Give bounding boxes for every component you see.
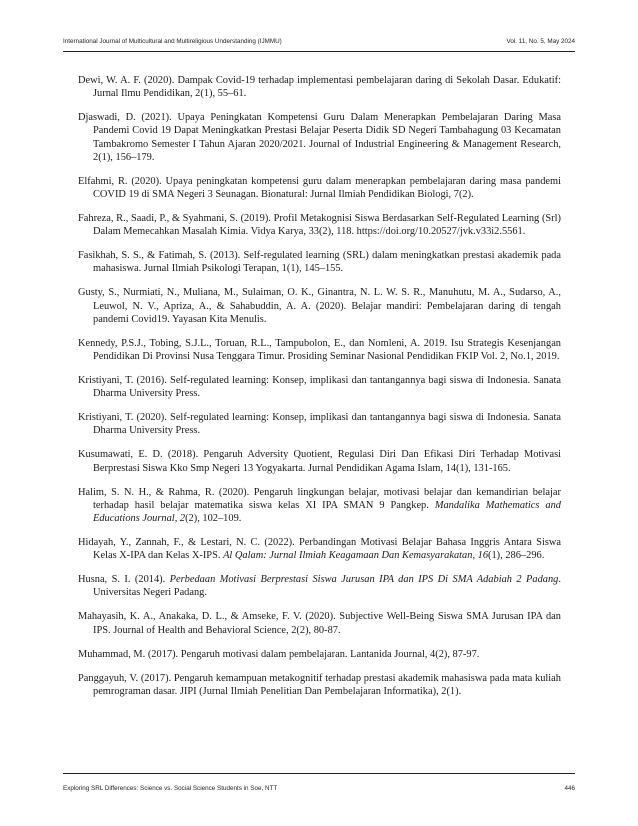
- reference-entry: [78, 374, 561, 400]
- reference-entry: [78, 672, 561, 698]
- reference-text: Kusumawati, E. D. (2018). Pengaruh Adversity Quotient, Regulasi Diri Dan Efikasi Diri Terhadap Motivasi Berprestasi Siswa Kko Smp Negeri 13 Yogyakarta. Jurnal Pendidikan Agama Islam, 14(1), 131-165.: [78, 449, 561, 474]
- reference-entry: [78, 74, 561, 100]
- reference-list: [78, 74, 561, 709]
- reference-entry: [78, 111, 561, 164]
- reference-entry: [78, 448, 561, 474]
- reference-text: Halim, S. N. H., & Rahma, R. (2020). Pengaruh lingkungan belajar, motivasi belajar dan kemandirian belajar terhadap hasil belajar matematika siswa kelas XI IPA SMAN 9 Pangkep.: [78, 486, 561, 511]
- reference-text: Dewi, W. A. F. (2020). Dampak Covid-19 terhadap implementasi pembelajaran daring di Sekolah Dasar. Edukatif: Jurnal Ilmu Pendidikan, 2(1), 55–61.: [78, 75, 561, 100]
- page-number: 446: [564, 785, 575, 792]
- reference-entry: [78, 573, 561, 599]
- reference-text: Hidayah, Y., Zannah, F., & Lestari, N. C. (2022). Perbandingan Motivasi Belajar Bahasa Inggris Antara Siswa Kelas X-IPA dan Kelas X-IPS.: [78, 537, 561, 562]
- reference-entry: [78, 411, 561, 437]
- issue-info: Vol. 11, No. 5, May 2024: [506, 38, 575, 45]
- reference-entry: [78, 486, 561, 526]
- reference-entry: [78, 536, 561, 562]
- reference-text: Elfahmi, R. (2020). Upaya peningkatan kompetensi guru dalam menerapkan pembelajaran daring masa pandemi COVID 19 di SMA Negeri 3 Seunagan. Bionatural: Jurnal Ilmiah Pendidikan Biologi, 7(2).: [78, 175, 561, 201]
- reference-text: Panggayuh, V. (2017). Pengaruh kemampuan metakognitif terhadap prestasi akademik mahasiswa pada mata kuliah pemrograman dasar. JIPI (Jurnal Ilmiah Penelitian Dan Pembelajaran Informatika), 2(1).: [78, 672, 561, 697]
- reference-text: ,: [472, 550, 478, 562]
- reference-italic-text: Al Qalam: Jurnal Ilmiah Keagamaan Dan Kemasyarakatan: [223, 550, 473, 562]
- reference-entry: [78, 249, 561, 275]
- reference-italic-text: Perbedaan Motivasi Berprestasi Siswa Jurusan IPA dan IPS Di SMA Adabiah 2 Padang: [169, 574, 559, 586]
- running-footer: [63, 785, 575, 792]
- header-divider: [63, 51, 575, 52]
- reference-entry: [78, 610, 561, 636]
- reference-text: Kristiyani, T. (2020). Self-regulated learning: Konsep, implikasi dan tantangannya bagi siswa di Indonesia. Sanata Dharma University Press.: [78, 412, 561, 437]
- reference-entry: [78, 337, 561, 363]
- reference-text: (2), 102–109.: [185, 513, 242, 525]
- reference-text: Fahreza, R., Saadi, P., & Syahmani, S. (2019). Profil Metakognisi Siswa Berdasarkan Self-Regulated Learning (Srl) Dalam Memecahkan Masalah Kimia. Vidya Karya, 33(2), 118. https://doi.org/10.20527/jvk.v33i2.5561.: [78, 213, 561, 238]
- reference-entry: [78, 212, 561, 238]
- reference-italic-text: Mandalika Mathematics and Educations Journal: [93, 499, 561, 525]
- reference-entry: [78, 286, 561, 326]
- journal-name: International Journal of Multicultural and Multireligious Understanding (IJMMU): [63, 38, 282, 45]
- reference-text: Fasikhah, S. S., & Fatimah, S. (2013). Self-regulated learning (SRL) dalam meningkatkan prestasi akademik pada mahasiswa. Jurnal Ilmiah Psikologi Terapan, 1(1), 145–155.: [78, 250, 561, 275]
- running-header: [63, 38, 575, 45]
- article-title: Exploring SRL Differences: Science vs. Social Science Students in Soe, NTT: [63, 785, 278, 792]
- footer-divider: [63, 773, 575, 774]
- reference-text: Kennedy, P.S.J., Tobing, S.J.L., Toruan, R.L., Tampubolon, E., dan Nomleni, A. 2019. Isu Strategis Kesenjangan Pendidikan Di Provinsi Nusa Tenggara Timur. Prosiding Seminar Nasional Pendidikan FKIP Vol. 2, No.1, 2019.: [78, 337, 561, 363]
- reference-text: . Universitas Negeri Padang.: [93, 574, 561, 599]
- reference-text: Husna, S. I. (2014).: [78, 574, 170, 586]
- reference-italic-text: 2: [179, 513, 186, 525]
- reference-text: Djaswadi, D. (2021). Upaya Peningkatan Kompetensi Guru Dalam Menerapkan Pembelajaran Daring Masa Pandemi Covid 19 Dapat Meningkatkan Prestasi Belajar Peserta Didik SD Negeri Tambahagung 03 Kecamatan Tambakromo Semester I Tahun Ajaran 2020/2021. Journal of Industrial Engineering & Management Research, 2(1), 156–179.: [78, 112, 561, 163]
- reference-text: Mahayasih, K. A., Anakaka, D. L., & Amseke, F. V. (2020). Subjective Well-Being Siswa SMA Jurusan IPA dan IPS. Journal of Health and Behavioral Science, 2(2), 80-87.: [78, 611, 561, 636]
- reference-text: (1), 286–296.: [488, 550, 545, 562]
- reference-entry: [78, 175, 561, 201]
- reference-text: Kristiyani, T. (2016). Self-regulated learning: Konsep, implikasi dan tantangannya bagi siswa di Indonesia. Sanata Dharma University Press.: [78, 375, 561, 400]
- reference-italic-text: 16: [477, 550, 489, 562]
- reference-entry: [78, 648, 561, 661]
- reference-text: Muhammad, M. (2017). Pengaruh motivasi dalam pembelajaran. Lantanida Journal, 4(2), 87-97.: [78, 648, 480, 660]
- reference-text: Gusty, S., Nurmiati, N., Muliana, M., Sulaiman, O. K., Ginantra, N. L. W. S. R., Manuhutu, M. A., Sudarso, A., Leuwol, N. V., Apriza, A., & Sahabuddin, A. A. (2020). Belajar mandiri: Pembelajaran daring di tengah pandemi Covid19. Yayasan Kita Menulis.: [78, 287, 561, 325]
- reference-text: ,: [174, 513, 180, 525]
